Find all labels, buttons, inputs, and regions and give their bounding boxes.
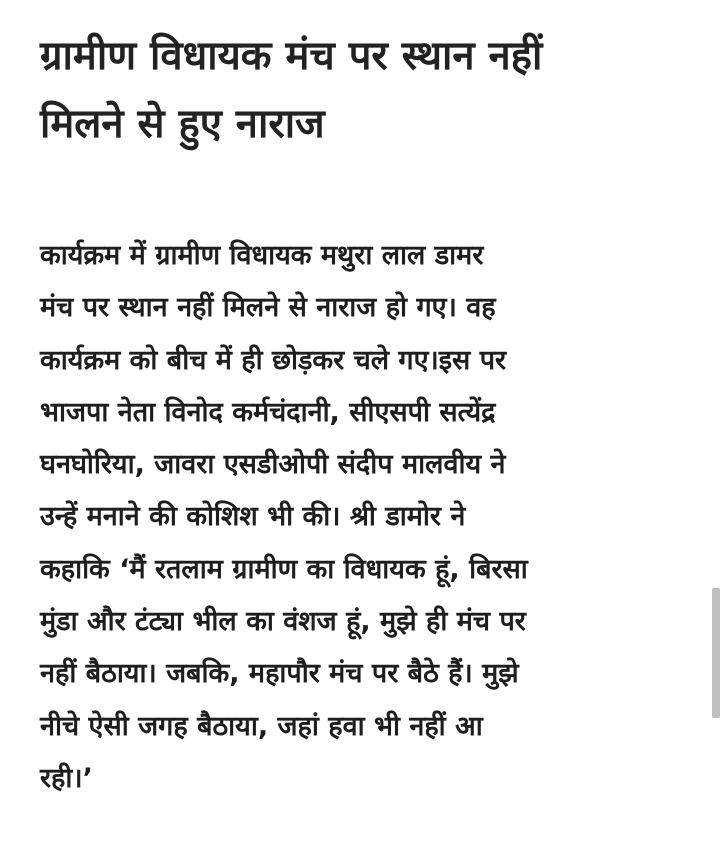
body-line: रही।’ [40,762,93,794]
body-line: कहाकि ‘मैं रतलाम ग्रामीण का विधायक हूं, बिरसा [40,553,528,585]
body-line: मुंडा और टंट्या भील का वंशज हूं, मुझे ही मंच पर [40,606,526,638]
news-article [40,22,690,794]
body-line: घनघोरिया, जावरा एसडीओपी संदीप मालवीय ने [40,449,506,481]
headline-line: ग्रामीण विधायक मंच पर स्थान नहीं [40,33,543,79]
body-line: नहीं बैठाया। जबकि, महापौर मंच पर बैठे हैं। मुझे [40,658,519,690]
article-headline [40,22,690,158]
body-line: मंच पर स्थान नहीं मिलने से नाराज हो गए। वह [40,292,496,324]
body-line: भाजपा नेता विनोद कर्मचंदानी, सीएसपी सत्येंद्र [40,396,496,428]
headline-line: मिलने से हुए नाराज [40,101,325,147]
scrollbar-thumb[interactable] [712,588,720,718]
article-body [40,230,690,805]
body-line: कार्यक्रम में ग्रामीण विधायक मथुरा लाल डामर [40,240,484,271]
body-line: उन्हें मनाने की कोशिश भी की। श्री डामोर ने [40,501,466,533]
body-line: नीचे ऐसी जगह बैठाया, जहां हवा भी नहीं आ [40,710,483,742]
body-line: कार्यक्रम को बीच में ही छोड़कर चले गए।इस पर [40,344,507,376]
